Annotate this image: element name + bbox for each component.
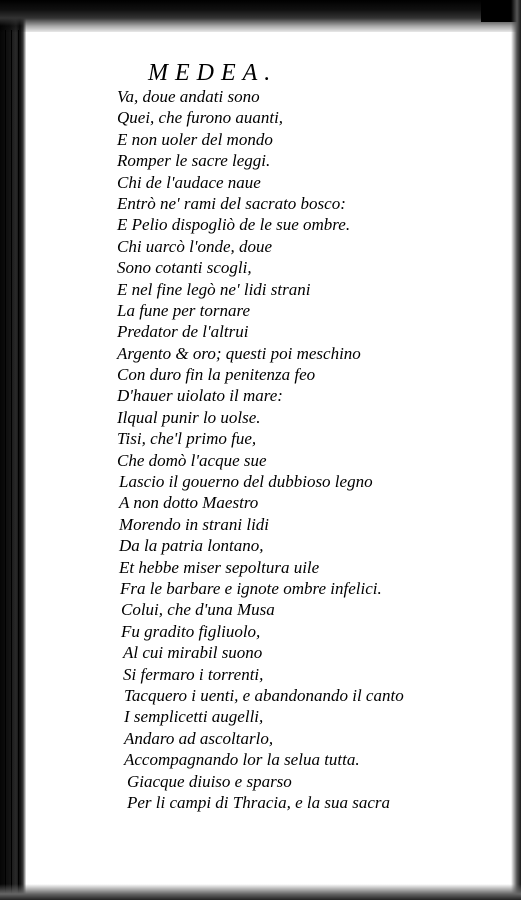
verse-line: E nel fine legò ne' lidi strani: [117, 279, 311, 299]
verse-line: Fu gradito figliuolo,: [121, 621, 261, 641]
verse-line: Colui, che d'una Musa: [121, 600, 275, 620]
verse-line: A non dotto Maestro: [119, 493, 259, 513]
running-head: MEDEA.: [148, 60, 278, 86]
verse-line: Quei, che furono auanti,: [117, 108, 284, 128]
verse-line: Fra le barbare e ignote ombre infelici.: [120, 578, 382, 598]
verse-line: Per li campi di Thracia, e la sua sacra: [127, 792, 391, 812]
verse-line: Argento & oro; questi poi meschino: [117, 343, 361, 363]
verse-line: Ilqual punir lo uolse.: [117, 407, 261, 427]
verse-line: Entrò ne' rami del sacrato bosco:: [117, 193, 346, 213]
verse-line: Et hebbe miser sepoltura uile: [119, 557, 320, 577]
verse-line: Chi de l'audace naue: [117, 172, 261, 192]
verse-line: Va, doue andati sono: [117, 87, 260, 106]
verse-line: Morendo in strani lidi: [119, 514, 270, 534]
verse-line: Sono cotanti scogli,: [117, 258, 252, 278]
verse-line: Con duro fin la penitenza feo: [117, 365, 316, 385]
verse-line: I semplicetti augelli,: [124, 707, 264, 727]
verse-line: Si fermaro i torrenti,: [123, 664, 264, 684]
verse-line: Andaro ad ascoltarlo,: [124, 728, 274, 748]
verse-line: Da la patria lontano,: [119, 536, 264, 556]
verse-block: [0, 86, 521, 813]
verse-line: Lascio il gouerno del dubbioso legno: [119, 472, 373, 492]
verse-line: Predator de l'altrui: [117, 322, 249, 342]
verse-line: Chi uarcò l'onde, doue: [117, 236, 273, 256]
verse-line: Che domò l'acque sue: [117, 450, 267, 470]
verse-line: Al cui mirabil suono: [123, 643, 263, 663]
verse-line: E non uoler del mondo: [117, 129, 273, 149]
verse-line: Romper le sacre leggi.: [117, 151, 271, 171]
verse-line: Tisi, che'l primo fue,: [117, 429, 257, 449]
verse-line: La fune per tornare: [117, 300, 251, 320]
verse-line: Tacquero i uenti, e abandonando il canto: [124, 685, 404, 705]
verse-line: Giacque diuiso e sparso: [127, 771, 292, 791]
verse-line: Accompagnando lor la selua tutta.: [124, 750, 360, 770]
verse-line: E Pelio dispogliò de le sue ombre.: [117, 215, 351, 235]
verse-line: D'hauer uiolato il mare:: [117, 386, 283, 406]
